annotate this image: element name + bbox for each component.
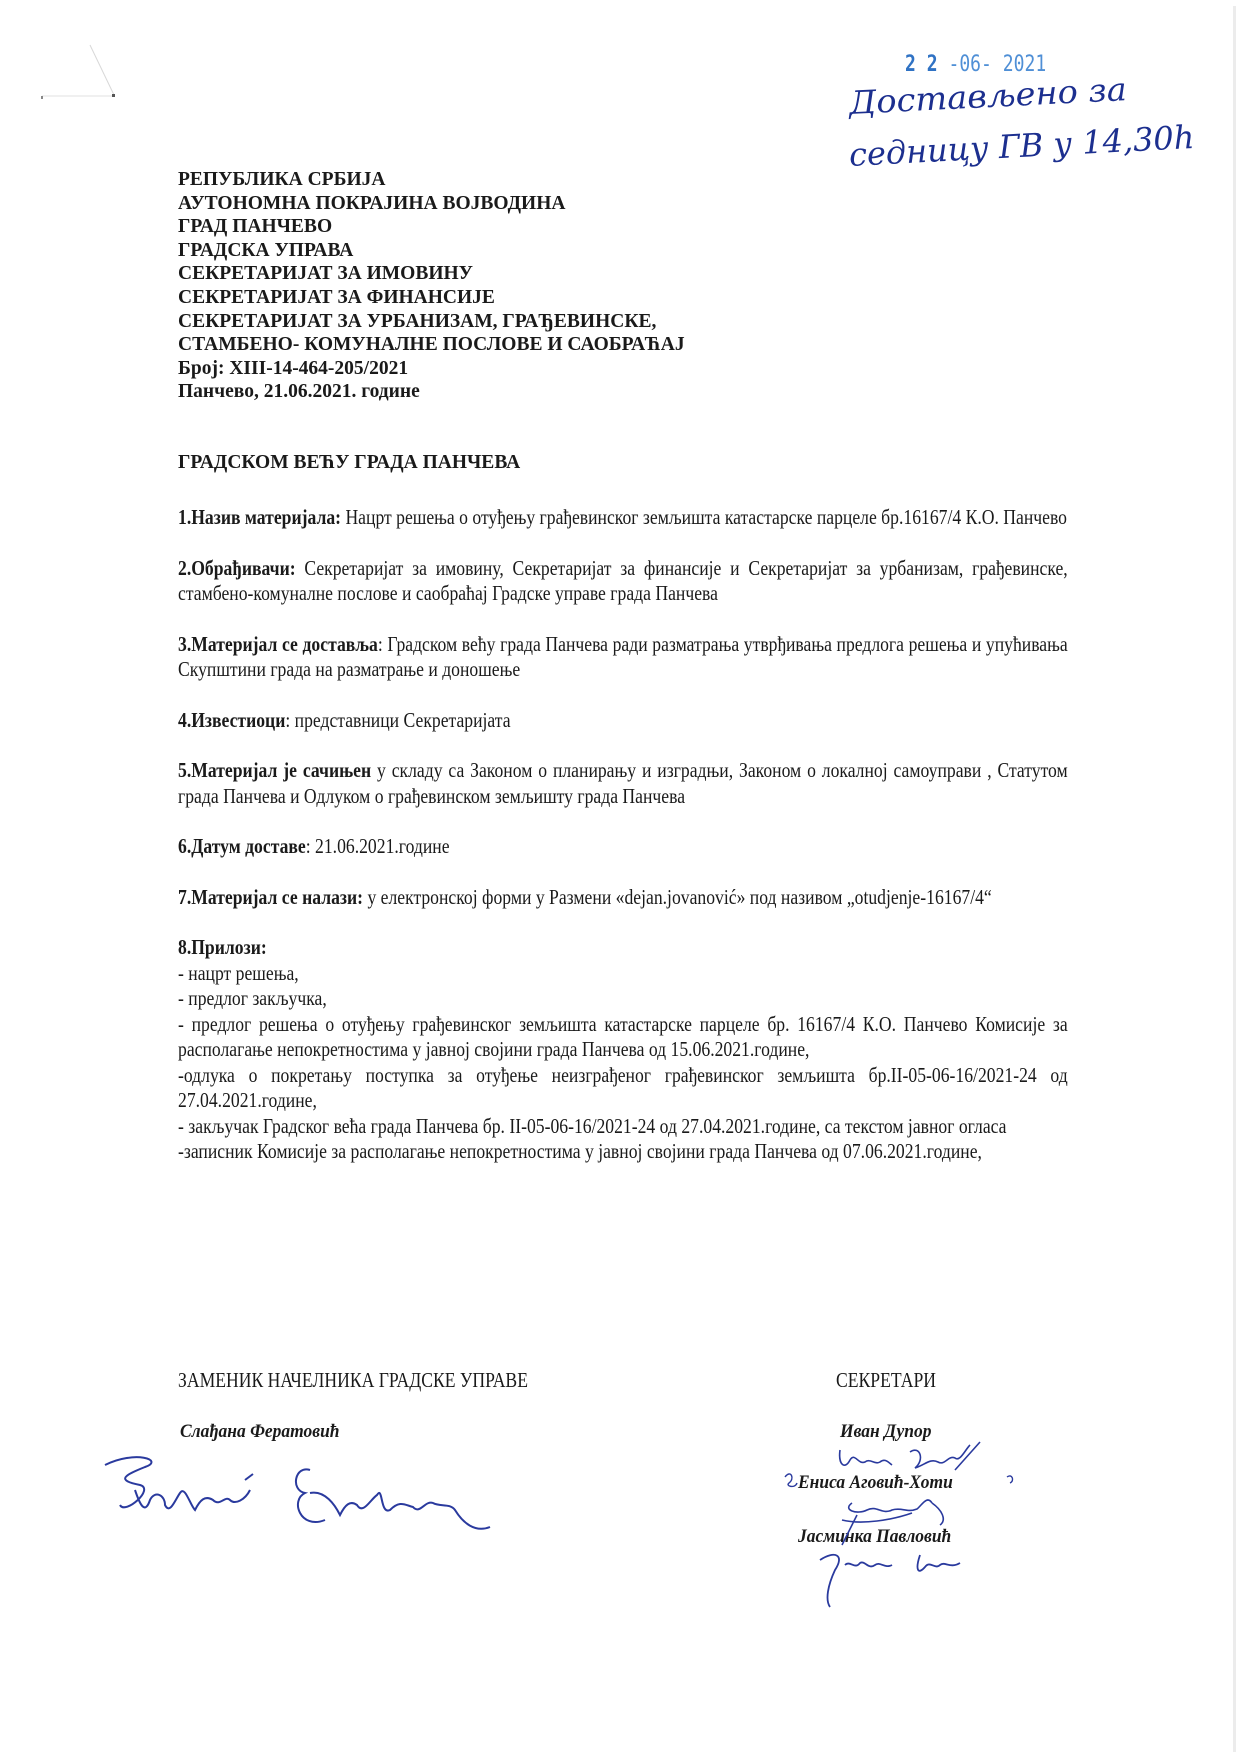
item-text: у складу са Законом о планирању и изградњи, Законом о локалној самоуправи , Статутом града Панчева и Одлуком о грађевинском земљишту града Панчева: [178, 758, 1068, 808]
item-authors: [178, 556, 1068, 607]
document-body: [178, 505, 1068, 1190]
item-material-name: [178, 505, 1068, 531]
document-number: Број: XIII-14-464-205/2021: [178, 357, 409, 379]
item-text: у електронској форми у Размени «dejan.jovanović» под називом „otudjenje-16167/4“: [363, 884, 992, 909]
scan-corner-mark: [38, 40, 128, 110]
item-label: 6.Датум доставе: [178, 834, 306, 858]
item-text: : представници Секретаријата: [285, 707, 511, 732]
item-label: 2.Обрађивачи:: [178, 555, 296, 580]
item-label: 1.Назив материјала:: [178, 505, 342, 529]
attachment-item: - предлог закључка,: [178, 986, 327, 1010]
item-label: 5.Материјал је сачињен: [178, 758, 372, 782]
signatory-name-dupor: Иван Дупор: [840, 1421, 932, 1442]
header-line: СЕКРЕТАРИЈАТ ЗА УРБАНИЗАМ, ГРАЂЕВИНСКЕ,: [178, 310, 657, 332]
attachments-list: [178, 961, 1068, 1165]
received-date-stamp: [905, 52, 1046, 77]
body-content: [178, 505, 1068, 1165]
signature-feratovic: [95, 1445, 535, 1535]
item-legal-basis: [178, 758, 1068, 809]
document-header: [178, 168, 685, 404]
document-date: Панчево, 21.06.2021. године: [178, 381, 420, 403]
attachment-item: -одлука о покретању поступка за отуђење неизграђеног грађевинског земљишта бр.II-05-06-16/2021-24 од 27.04.2021.године,: [178, 1062, 1068, 1112]
item-text: : Градском већу града Панчева ради разматрања утврђивања предлога решења и упућивања Скупштини града на разматрање и доношење: [178, 631, 1068, 681]
header-line: СЕКРЕТАРИЈАТ ЗА ФИНАНСИЈЕ: [178, 286, 495, 308]
header-line: ГРАДСКА УПРАВА: [178, 239, 354, 261]
attachment-item: - предлог решења о отуђењу грађевинског земљишта катастарске парцеле бр. 16167/4 К.О. Панчево Комисије за располагање непокретностима у јавној својини града Панчева од 15.06.2021.године,: [178, 1011, 1068, 1061]
attachment-item: - нацрт решења,: [178, 960, 299, 985]
signature-agovic-hoti: [782, 1465, 1022, 1550]
item-label: 4.Известиоци: [178, 707, 286, 732]
header-line: АУТОНОМНА ПОКРАЈИНА ВОЈВОДИНА: [178, 192, 566, 214]
attachment-item: -записник Комисије за располагање непокретностима у јавној својини града Панчева од 07.06.2021.године,: [178, 1139, 982, 1163]
stamp-day: 2 2: [905, 52, 938, 77]
handwritten-note-line-2: седницу ГВ у 14,30h: [848, 117, 1196, 174]
attachments-colon: :: [260, 935, 267, 959]
signatory-name-feratovic: Слађана Фератовић: [180, 1421, 340, 1442]
deputy-head-title: ЗАМЕНИК НАЧЕЛНИКА ГРАДСКЕ УПРАВЕ: [178, 1368, 528, 1392]
item-delivered-to: [178, 632, 1068, 683]
signatory-name-pavlovic: Јасминка Павловић: [798, 1526, 952, 1547]
item-label: 3.Материјал се доставља: [178, 631, 378, 656]
header-line: СТАМБЕНО- КОМУНАЛНЕ ПОСЛОВЕ И САОБРАЋАЈ: [178, 334, 685, 356]
item-rapporteurs: [178, 708, 1068, 734]
signature-pavlovic: [800, 1545, 1000, 1615]
item-attachments: [178, 935, 1068, 1165]
item-text: Нацрт решења о отуђењу грађевинског земљишта катастарске парцеле бр.16167/4 К.О. Панчево: [341, 505, 1067, 529]
stamp-month-year: -06- 2021: [948, 52, 1047, 77]
secretaries-title: СЕКРЕТАРИ: [836, 1368, 937, 1392]
item-delivery-date: [178, 834, 1068, 860]
attachments-label: [178, 935, 267, 959]
attachments-label-text: 8.Прилози: [178, 935, 261, 959]
header-line: РЕПУБЛИКА СРБИЈА: [178, 169, 386, 190]
addressee: ГРАДСКОМ ВЕЋУ ГРАДА ПАНЧЕВА: [178, 452, 521, 473]
attachment-item: - закључак Градског већа града Панчева бр. II-05-06-16/2021-24 од 27.04.2021.године, са текстом јавног огласа: [178, 1113, 1007, 1138]
item-material-location: [178, 885, 1068, 911]
signatory-name-agovic-hoti: Ениса Аговић-Хоти: [798, 1472, 953, 1493]
item-text: Секретаријат за имовину, Секретаријат за финансије и Секретаријат за урбанизам, грађевинске, стамбено-комуналне послове и саобраћај Градске управе града Панчева: [178, 555, 1068, 605]
item-label: 7.Материјал се налази:: [178, 884, 364, 909]
scan-edge-line: [1233, 6, 1236, 1752]
header-line: СЕКРЕТАРИЈАТ ЗА ИМОВИНУ: [178, 263, 473, 285]
header-line: ГРАД ПАНЧЕВО: [178, 216, 333, 238]
item-text: : 21.06.2021.године: [305, 834, 450, 858]
handwritten-note-line-1: Достављено за: [848, 70, 1128, 122]
